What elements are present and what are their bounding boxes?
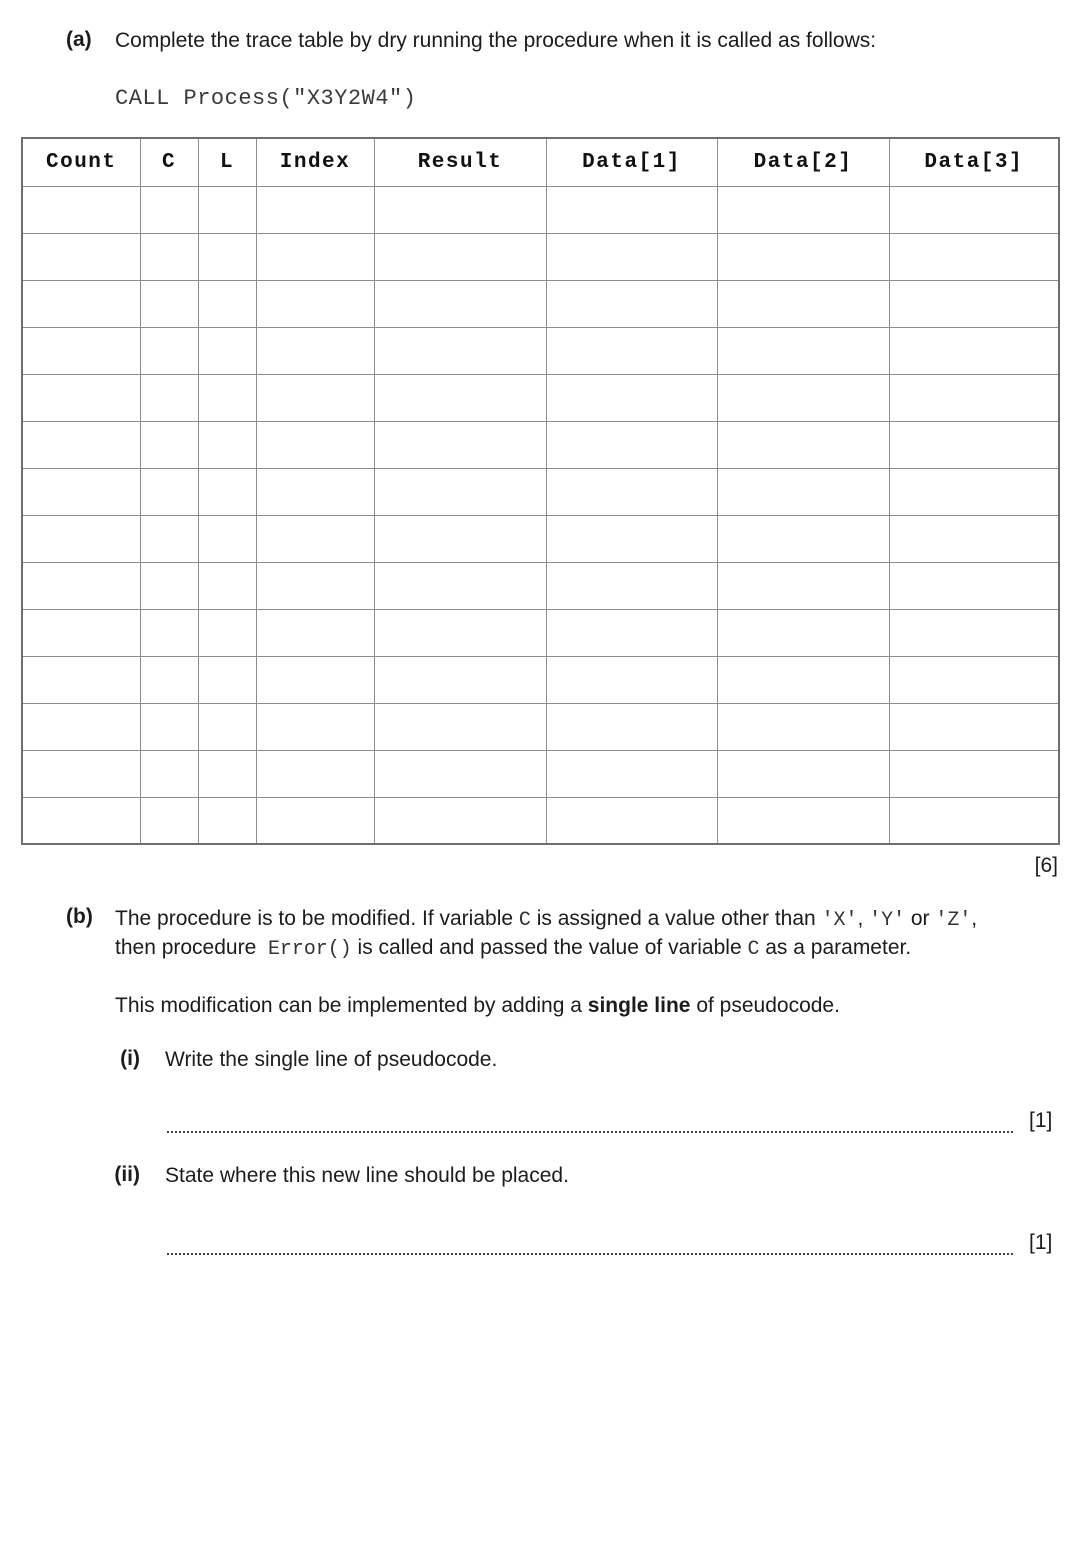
- part-b-question: [115, 905, 1058, 963]
- trace-cell[interactable]: [374, 750, 546, 797]
- trace-table-row: [22, 233, 1059, 280]
- trace-cell[interactable]: [374, 374, 546, 421]
- literal-z: 'Z': [935, 908, 972, 931]
- trace-cell[interactable]: [22, 609, 140, 656]
- trace-cell[interactable]: [546, 750, 717, 797]
- answer-line-b-i[interactable]: [167, 1113, 1013, 1133]
- trace-cell[interactable]: [889, 186, 1059, 233]
- trace-cell[interactable]: [889, 233, 1059, 280]
- trace-cell[interactable]: [717, 421, 889, 468]
- trace-cell[interactable]: [374, 703, 546, 750]
- trace-cell[interactable]: [717, 374, 889, 421]
- trace-cell[interactable]: [546, 515, 717, 562]
- trace-cell[interactable]: [374, 797, 546, 844]
- trace-cell[interactable]: [546, 797, 717, 844]
- trace-cell[interactable]: [256, 468, 374, 515]
- trace-cell[interactable]: [717, 515, 889, 562]
- trace-cell[interactable]: [546, 609, 717, 656]
- trace-cell[interactable]: [140, 609, 198, 656]
- part-b-ii-marks: [1]: [1029, 1231, 1053, 1254]
- trace-cell[interactable]: [256, 656, 374, 703]
- trace-cell[interactable]: [22, 374, 140, 421]
- part-b-i-row: [107, 1047, 1074, 1073]
- trace-column-header: Data[1]: [546, 138, 717, 186]
- trace-table-row: [22, 280, 1059, 327]
- trace-cell[interactable]: [374, 656, 546, 703]
- trace-cell[interactable]: [22, 562, 140, 609]
- trace-cell[interactable]: [198, 750, 256, 797]
- trace-cell[interactable]: [717, 609, 889, 656]
- part-a-row: [66, 0, 1058, 54]
- trace-cell[interactable]: [889, 609, 1059, 656]
- trace-cell[interactable]: [889, 750, 1059, 797]
- trace-cell[interactable]: [374, 468, 546, 515]
- trace-table-row: [22, 468, 1059, 515]
- trace-table: [21, 137, 1060, 845]
- trace-column-header: Index: [256, 138, 374, 186]
- trace-cell[interactable]: [140, 515, 198, 562]
- part-b-i-answer-row: [167, 1107, 1074, 1133]
- trace-cell[interactable]: [198, 515, 256, 562]
- trace-cell[interactable]: [256, 374, 374, 421]
- trace-column-header: Result: [374, 138, 546, 186]
- trace-cell[interactable]: [546, 562, 717, 609]
- part-b-line-2: then procedure Error() is called and passed the value of variable C as a parameter.: [115, 936, 912, 960]
- part-b-line-1: The procedure is to be modified. If variable C is assigned a value other than 'X', 'Y' or 'Z',: [115, 907, 978, 931]
- trace-cell[interactable]: [889, 468, 1059, 515]
- trace-cell[interactable]: [374, 562, 546, 609]
- trace-cell[interactable]: [198, 797, 256, 844]
- part-a-marks: [6]: [1034, 854, 1058, 877]
- trace-cell[interactable]: [546, 374, 717, 421]
- trace-cell[interactable]: [140, 186, 198, 233]
- trace-cell[interactable]: [546, 468, 717, 515]
- trace-cell[interactable]: [140, 656, 198, 703]
- trace-cell[interactable]: [22, 515, 140, 562]
- trace-cell[interactable]: [22, 186, 140, 233]
- trace-table-row: [22, 750, 1059, 797]
- trace-cell[interactable]: [717, 468, 889, 515]
- error-procedure-ref: Error(): [267, 937, 352, 960]
- part-b-i-label: (i): [120, 1047, 140, 1070]
- trace-cell[interactable]: [889, 703, 1059, 750]
- trace-table-row: [22, 421, 1059, 468]
- trace-cell[interactable]: [717, 327, 889, 374]
- trace-cell[interactable]: [198, 562, 256, 609]
- trace-cell[interactable]: [717, 750, 889, 797]
- trace-cell[interactable]: [256, 515, 374, 562]
- trace-cell[interactable]: [140, 327, 198, 374]
- trace-cell[interactable]: [374, 515, 546, 562]
- trace-cell[interactable]: [374, 609, 546, 656]
- trace-cell[interactable]: [22, 421, 140, 468]
- variable-c-ref: C: [518, 908, 531, 931]
- trace-cell[interactable]: [717, 233, 889, 280]
- trace-cell[interactable]: [256, 280, 374, 327]
- trace-cell[interactable]: [198, 374, 256, 421]
- trace-column-header: Data[3]: [889, 138, 1059, 186]
- trace-cell[interactable]: [198, 186, 256, 233]
- trace-cell[interactable]: [374, 280, 546, 327]
- trace-cell[interactable]: [889, 656, 1059, 703]
- trace-cell[interactable]: [198, 609, 256, 656]
- part-a-marks-row: [0, 853, 1058, 879]
- trace-cell[interactable]: [198, 468, 256, 515]
- trace-table-body: [22, 186, 1059, 844]
- trace-table-row: [22, 327, 1059, 374]
- trace-cell[interactable]: [198, 233, 256, 280]
- part-b-ii-row: [107, 1163, 1074, 1189]
- trace-cell[interactable]: [22, 797, 140, 844]
- trace-cell[interactable]: [717, 797, 889, 844]
- trace-table-row: [22, 374, 1059, 421]
- part-b-i-marks: [1]: [1029, 1109, 1053, 1132]
- variable-c-ref: C: [747, 937, 760, 960]
- part-b-i-question: Write the single line of pseudocode.: [165, 1048, 498, 1071]
- trace-cell[interactable]: [256, 609, 374, 656]
- trace-cell[interactable]: [140, 703, 198, 750]
- single-line-emphasis: single line: [587, 994, 691, 1017]
- trace-cell[interactable]: [546, 186, 717, 233]
- trace-table-header-row: [22, 138, 1059, 186]
- trace-cell[interactable]: [198, 421, 256, 468]
- trace-cell[interactable]: [22, 656, 140, 703]
- trace-cell[interactable]: [140, 280, 198, 327]
- modification-note: This modification can be implemented by adding a single line of pseudocode.: [115, 994, 840, 1017]
- part-a-question: Complete the trace table by dry running the procedure when it is called as follows:: [115, 29, 877, 52]
- trace-cell[interactable]: [22, 280, 140, 327]
- trace-table-row: [22, 562, 1059, 609]
- trace-cell[interactable]: [717, 186, 889, 233]
- trace-cell[interactable]: [140, 750, 198, 797]
- trace-table-row: [22, 515, 1059, 562]
- trace-cell[interactable]: [374, 327, 546, 374]
- trace-cell[interactable]: [717, 656, 889, 703]
- literal-x: 'X': [821, 908, 858, 931]
- trace-column-header: L: [198, 138, 256, 186]
- trace-cell[interactable]: [198, 280, 256, 327]
- trace-cell[interactable]: [256, 703, 374, 750]
- trace-cell[interactable]: [546, 327, 717, 374]
- trace-cell[interactable]: [889, 515, 1059, 562]
- trace-cell[interactable]: [546, 280, 717, 327]
- trace-cell[interactable]: [198, 656, 256, 703]
- trace-column-header: Count: [22, 138, 140, 186]
- trace-cell[interactable]: [717, 562, 889, 609]
- trace-table-row: [22, 703, 1059, 750]
- trace-cell[interactable]: [140, 797, 198, 844]
- trace-cell[interactable]: [889, 374, 1059, 421]
- trace-cell[interactable]: [140, 233, 198, 280]
- trace-cell[interactable]: [22, 468, 140, 515]
- part-b-row: [66, 905, 1058, 963]
- trace-cell[interactable]: [889, 421, 1059, 468]
- part-b-ii-answer-row: [167, 1229, 1074, 1255]
- trace-cell[interactable]: [140, 468, 198, 515]
- part-b-label: (b): [66, 905, 93, 928]
- trace-cell[interactable]: [889, 327, 1059, 374]
- trace-cell[interactable]: [374, 233, 546, 280]
- trace-cell[interactable]: [374, 186, 546, 233]
- answer-line-b-ii[interactable]: [167, 1235, 1013, 1255]
- trace-cell[interactable]: [198, 703, 256, 750]
- trace-cell[interactable]: [256, 562, 374, 609]
- part-b-ii-question: State where this new line should be placed.: [165, 1164, 569, 1187]
- part-a-label: (a): [66, 28, 92, 51]
- trace-cell[interactable]: [22, 327, 140, 374]
- trace-cell[interactable]: [374, 421, 546, 468]
- trace-table-row: [22, 797, 1059, 844]
- trace-cell[interactable]: [22, 703, 140, 750]
- trace-cell[interactable]: [256, 421, 374, 468]
- trace-cell[interactable]: [546, 421, 717, 468]
- trace-table-row: [22, 656, 1059, 703]
- trace-cell[interactable]: [256, 797, 374, 844]
- call-statement: CALL Process("X3Y2W4"): [115, 86, 417, 111]
- trace-cell[interactable]: [889, 797, 1059, 844]
- trace-cell[interactable]: [140, 374, 198, 421]
- trace-column-header: Data[2]: [717, 138, 889, 186]
- trace-column-header: C: [140, 138, 198, 186]
- trace-cell[interactable]: [22, 750, 140, 797]
- trace-cell[interactable]: [546, 703, 717, 750]
- trace-cell[interactable]: [140, 562, 198, 609]
- trace-cell[interactable]: [546, 233, 717, 280]
- trace-table-row: [22, 609, 1059, 656]
- trace-cell[interactable]: [22, 233, 140, 280]
- part-b-ii-label: (ii): [114, 1163, 140, 1186]
- trace-cell[interactable]: [546, 656, 717, 703]
- trace-cell[interactable]: [256, 750, 374, 797]
- trace-cell[interactable]: [717, 280, 889, 327]
- trace-cell[interactable]: [889, 562, 1059, 609]
- trace-cell[interactable]: [256, 233, 374, 280]
- trace-cell[interactable]: [256, 327, 374, 374]
- trace-cell[interactable]: [889, 280, 1059, 327]
- trace-cell[interactable]: [140, 421, 198, 468]
- trace-cell[interactable]: [198, 327, 256, 374]
- literal-y: 'Y': [869, 908, 906, 931]
- trace-cell[interactable]: [717, 703, 889, 750]
- trace-table-row: [22, 186, 1059, 233]
- trace-cell[interactable]: [256, 186, 374, 233]
